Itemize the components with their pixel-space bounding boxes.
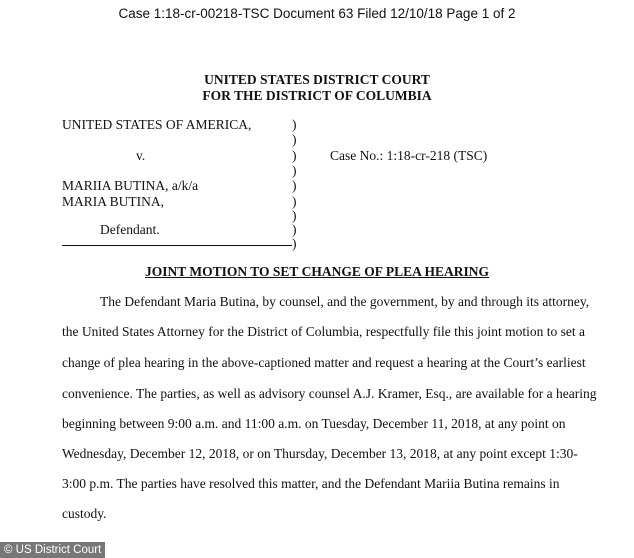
body-line: the United States Attorney for the District of Columbia, respectfully file this joint motion to set a [62,324,586,339]
caption-underline [62,245,292,246]
body-line: Wednesday, December 12, 2018, or on Thursday, December 13, 2018, at any point except 1:30- [62,446,578,461]
caption-paren: ) [292,236,297,251]
caption-paren: ) [292,222,297,237]
caption-paren: ) [292,132,297,147]
caption-paren: ) [292,208,297,223]
body-line: change of plea hearing in the above-captioned matter and request a hearing at the Court’s earliest [62,355,586,370]
body-line: custody. [62,506,107,521]
body-line: convenience. The parties, as well as advisory counsel A.J. Kramer, Esq., are available for a hearing [62,386,597,401]
document-header: Case 1:18-cr-00218-TSC Document 63 Filed 12/10/18 Page 1 of 2 [118,6,516,21]
caption-defendant-label: Defendant. [100,222,160,237]
caption-defendant-line1: MARIIA BUTINA, a/k/a [62,178,199,193]
photo-credit: © US District Court [0,542,105,558]
body-line: 3:00 p.m. The parties have resolved this matter, and the Defendant Mariia Butina remains in [62,476,560,491]
caption-paren: ) [292,163,297,178]
case-number: Case No.: 1:18-cr-218 (TSC) [330,148,488,163]
caption-plaintiff: UNITED STATES OF AMERICA, [62,117,252,132]
caption-paren: ) [292,194,297,209]
caption-paren: ) [292,117,297,132]
body-line: beginning between 9:00 a.m. and 11:00 a.m. on Tuesday, December 11, 2018, at any point on [62,416,566,431]
body-line: The Defendant Maria Butina, by counsel, and the government, by and through its attorney, [100,294,590,309]
caption-defendant-line2: MARIA BUTINA, [62,194,165,209]
caption-paren: ) [292,178,297,193]
court-name-line2: FOR THE DISTRICT OF COLUMBIA [202,88,432,103]
motion-title: JOINT MOTION TO SET CHANGE OF PLEA HEARING [145,264,489,279]
caption-versus: v. [136,148,146,163]
court-name-line1: UNITED STATES DISTRICT COURT [204,72,430,87]
caption-paren: ) [292,148,297,163]
